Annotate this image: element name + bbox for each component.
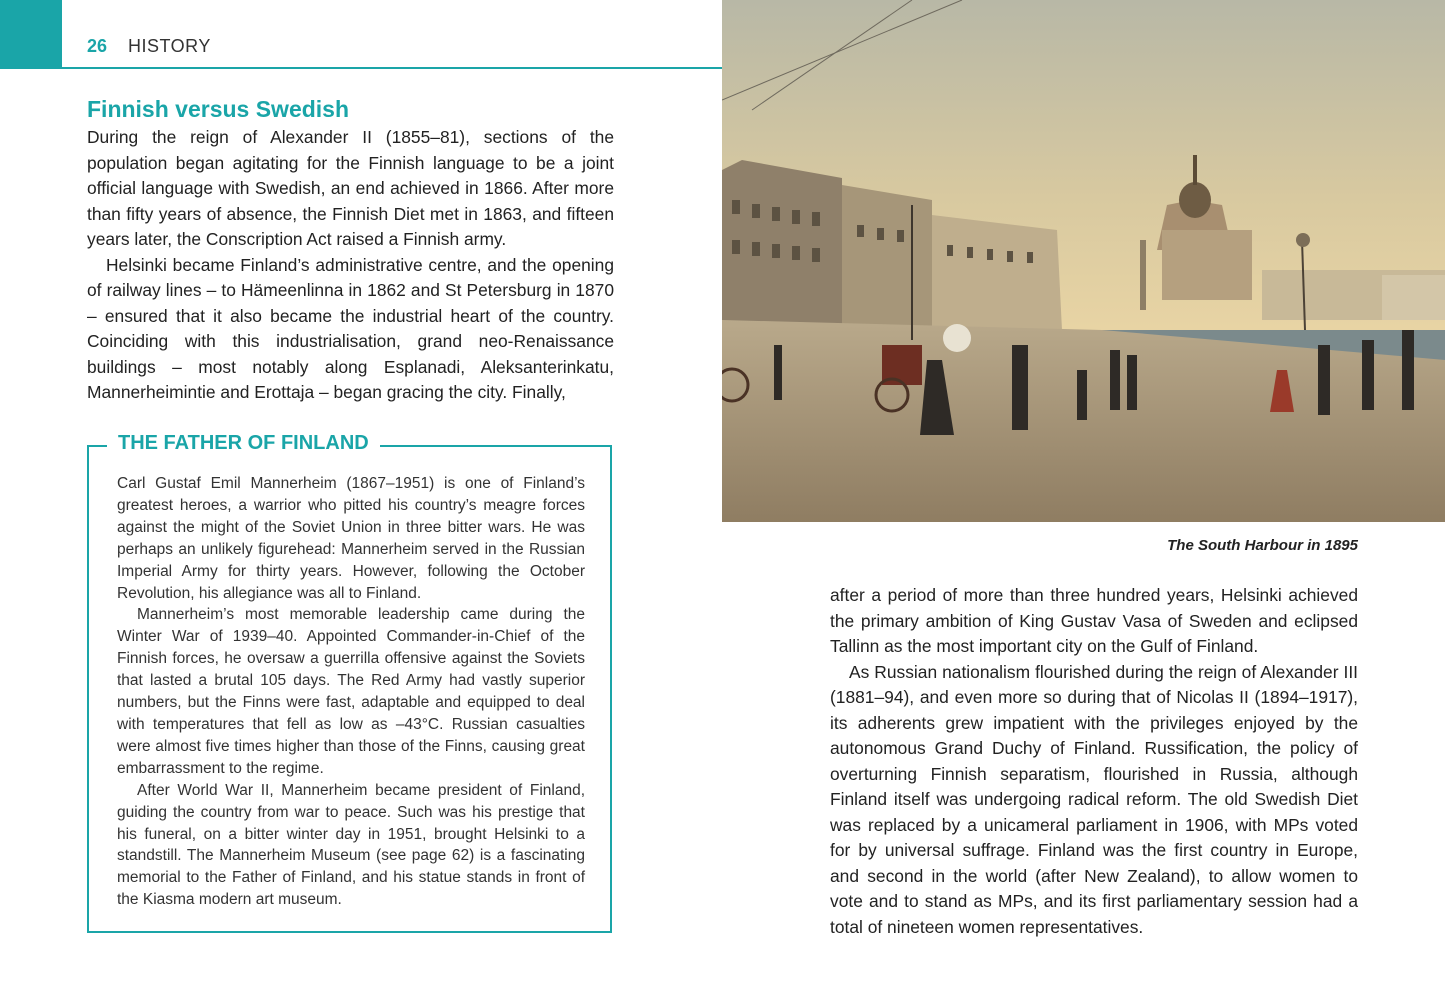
page-tab-marker [0, 0, 62, 68]
header-rule [0, 67, 722, 69]
left-paragraph-1: During the reign of Alexander II (1855–81), sections of the population began agitating for the Finnish language to be a joint official language with Swedish, an end achieved in 1866. After more than fifty years of absence, the Finnish Diet met in 1863, and fifteen years later, the Conscription Act raised a Finnish army. [87, 127, 614, 249]
sidebar-paragraph-1: Carl Gustaf Emil Mannerheim (1867–1951) is one of Finland’s greatest heroes, a warrior who pitted his country’s meagre forces against the might of the Soviet Union in three bitter wars. He was perhaps an unlikely figurehead: Mannerheim served in the Russian Imperial Army for thirty years. However, following the October Revolution, his allegiance was all to Finland. [117, 475, 585, 602]
sidebar-text [117, 473, 585, 911]
right-paragraph-2: As Russian nationalism flourished during the reign of Alexander III (1881–94), and even more so during that of Nicolas II (1894–1917), its adherents grew impatient with the privileges enjoyed by the autonomous Grand Duchy of Finland. Russification, the policy of overturning Finnish separatism, flourished in Russia, although Finland itself was undergoing radical reform. The old Swedish Diet was replaced by a unicameral parliament in 1906, with MPs voted for by universal suffrage. Finland was the first country in Europe, and second in the world (after New Zealand), to allow women to vote and to stand as MPs, and its first parliamentary session had a total of nineteen women representatives. [830, 661, 1358, 937]
article-heading: Finnish versus Swedish [87, 96, 350, 122]
left-paragraph-2: Helsinki became Finland’s administrative centre, and the opening of railway lines – to Hämeenlinna in 1862 and St Petersburg in 1870 – ensured that it also became the industrial heart of the country. Coinciding with this industrialisation, grand neo-Renaissance buildings – most notably along Esplanadi, Aleksanterinkatu, Mannerheimintie and Erottaja – began gracing the city. Finally, [87, 254, 614, 402]
page-number: 26 [87, 36, 108, 56]
section-label: HISTORY [128, 36, 211, 56]
right-paragraph-1: after a period of more than three hundred years, Helsinki achieved the primary ambition of King Gustav Vasa of Sweden and eclipsed Tallinn as the most important city on the Gulf of Finland. [830, 585, 1358, 656]
sidebar-paragraph-2: Mannerheim’s most memorable leadership came during the Winter War of 1939–40. Appointed Commander-in-Chief of the Finnish forces, he oversaw a guerrilla offensive against the Soviets that lasted a brutal 105 days. The Red Army had vastly superior numbers, but the Finns were fast, adaptable and equipped to deal with temperatures that fell as low as –43°C. Russian casualties were almost five times higher than those of the Finns, causing great embarrassment to the regime. [117, 606, 585, 777]
sidebar-title: THE FATHER OF FINLAND [107, 432, 380, 455]
sidebar-paragraph-3: After World War II, Mannerheim became president of Finland, guiding the country from war to peace. Such was his prestige that his funeral, on a bitter winter day in 1951, brought Helsinki to a standstill. The Mannerheim Museum (see page 62) is a fascinating memorial to the Father of Finland, and his statue stands in front of the Kiasma modern art museum. [117, 781, 585, 909]
right-column [830, 583, 1358, 940]
left-column [87, 125, 614, 406]
south-harbour-photo [722, 0, 1445, 522]
photo-caption: The South Harbour in 1895 [1167, 537, 1358, 554]
